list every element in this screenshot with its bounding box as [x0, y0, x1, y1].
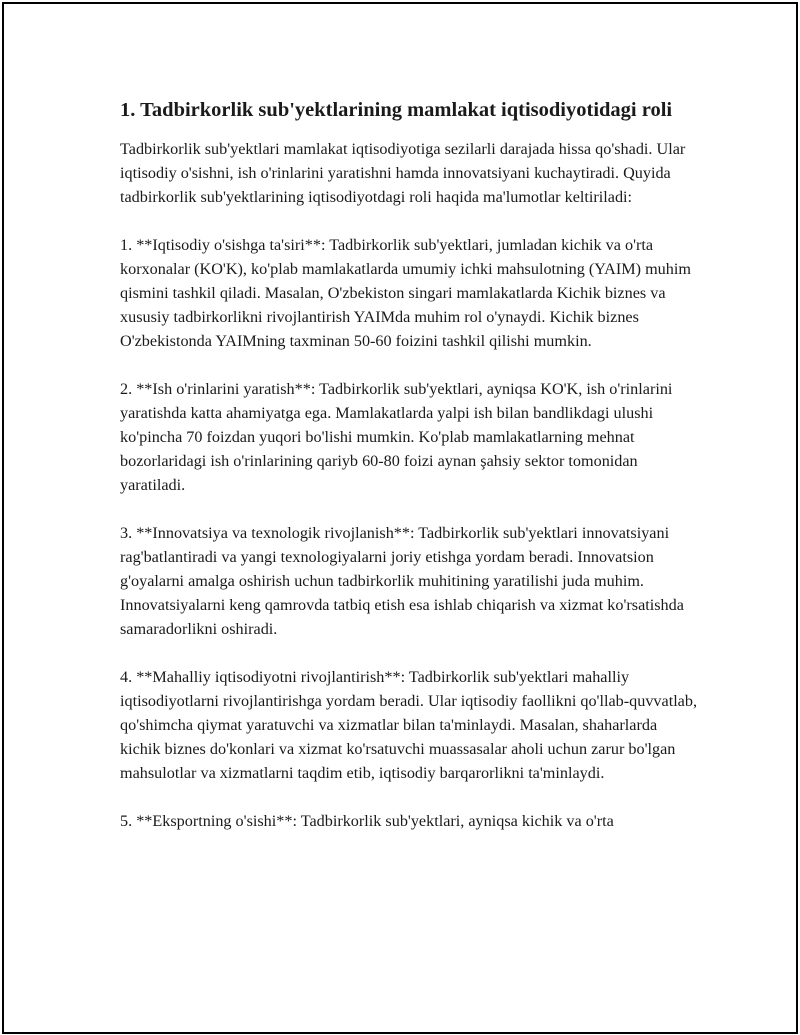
paragraph-local-economy: 4. **Mahalliy iqtisodiyotni rivojlantirish**: Tadbirkorlik sub'yektlari mahalliy iqtisodiyotlarni rivojlantirishga yordam beradi. Ular iqtisodiy faollikni qo'llab-quvvatlab, qo'shimcha qiymat yaratuvchi va xizmatlar bilan ta'minlaydi. Masalan, shaharlarda kichik biznes do'konlari va xizmat ko'rsatuvchi muassasalar aholi uchun zarur bo'lgan mahsulotlar va xizmatlarni taqdim etib, iqtisodiy barqarorlikni ta'minlaydi.	[120, 668, 698, 782]
document-title: 1. Tadbirkorlik sub'yektlarining mamlakat iqtisodiyotidagi roli	[120, 99, 673, 121]
paragraph-economic-growth: 1. **Iqtisodiy o'sishga ta'siri**: Tadbirkorlik sub'yektlari, jumladan kichik va o'rta korxonalar (KO'K), ko'plab mamlakatlarda umumiy ichki mahsulotning (YAIM) muhim qismini tashkil qiladi. Masalan, O'zbekiston singari mamlakatlarda Kichik biznes va xususiy tadbirkorlikni rivojlantirish YAIMda muhim rol o'ynaydi. Kichik biznes O'zbekistonda YAIMning taxminan 50-60 foizini tashkil qilishi mumkin.	[120, 236, 691, 350]
paragraph-export-growth: 5. **Eksportning o'sishi**: Tadbirkorlik sub'yektlari, ayniqsa kichik va o'rta	[120, 812, 614, 830]
paragraph-job-creation: 2. **Ish o'rinlarini yaratish**: Tadbirkorlik sub'yektlari, ayniqsa KO'K, ish o'rinlarini yaratishda katta ahamiyatga ega. Mamlakatlarda yalpi ish bilan bandlikdagi ulushi ko'pincha 70 foizdan yuqori bo'lishi mumkin. Ko'plab mamlakatlarning mehnat bozorlaridagi ish o'rinlarining qariyb 60-80 foizi aynan şahsiy sektor tomonidan yaratiladi.	[120, 380, 673, 494]
paragraph-innovation: 3. **Innovatsiya va texnologik rivojlanish**: Tadbirkorlik sub'yektlari innovatsiyani rag'batlantiradi va yangi texnologiyalarni joriy etishga yordam beradi. Innovatsion g'oyalarni amalga oshirish uchun tadbirkorlik muhitining yaratilishi juda muhim. Innovatsiyalarni keng qamrovda tatbiq etish esa ishlab chiqarish va xizmat ko'rsatishda samaradorlikni oshiradi.	[120, 524, 684, 638]
document-page	[2, 2, 798, 1034]
intro-paragraph: Tadbirkorlik sub'yektlari mamlakat iqtisodiyotiga sezilarli darajada hissa qo'shadi. Ular iqtisodiy o'sishni, ish o'rinlarini yaratishni hamda innovatsiyani kuchaytiradi. Quyida tadbirkorlik sub'yektlarining iqtisodiyotdagi roli haqida ma'lumotlar keltiriladi:	[120, 140, 686, 206]
document-body	[120, 96, 700, 857]
